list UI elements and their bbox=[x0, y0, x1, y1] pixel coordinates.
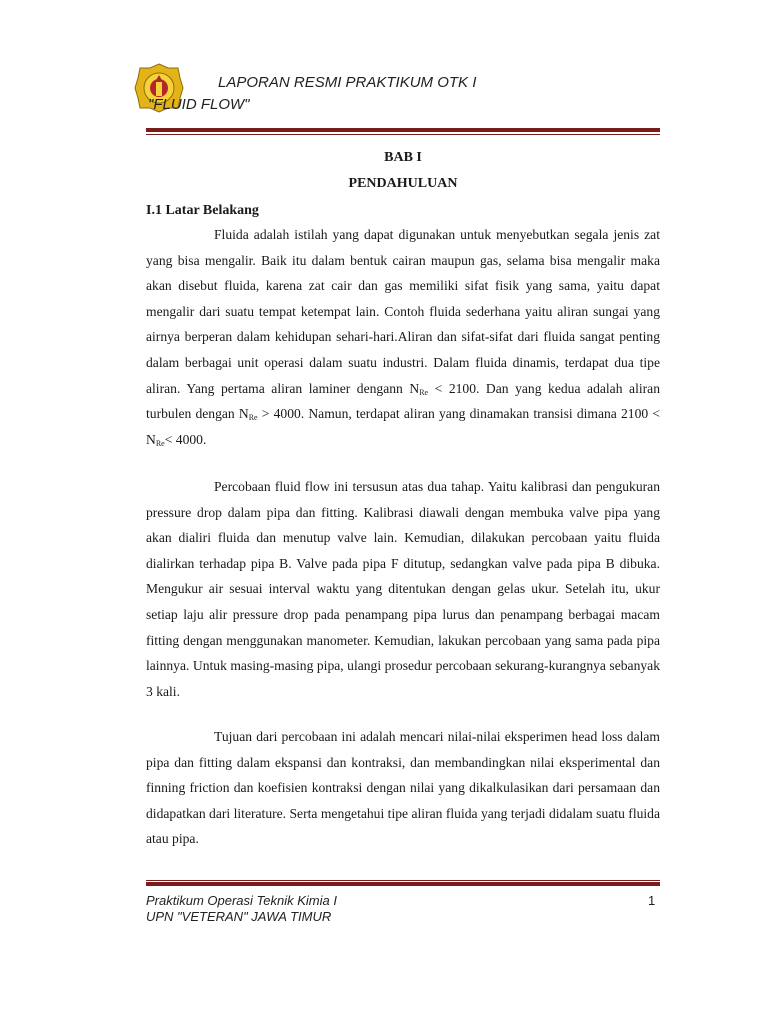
header-rule-thin bbox=[146, 134, 660, 135]
header-rule-thick bbox=[146, 128, 660, 132]
chapter-number: BAB I bbox=[384, 150, 422, 165]
report-subtitle: "FLUID FLOW" bbox=[148, 96, 250, 113]
footer-rule-thin bbox=[146, 880, 660, 881]
footer-rule-thick bbox=[146, 882, 660, 886]
paragraph-procedure: Percobaan fluid flow ini tersusun atas dua tahap. Yaitu kalibrasi dan pengukuran pressure drop dalam pipa dan fitting. Kalibrasi diawali dengan membuka valve pipa yang akan dialiri fluida dan menutup valve lain. Kemudian, dilakukan percobaan yaitu fluida dialirkan terhadap pipa B. Valve pada pipa F ditutup, sedangkan valve pada pipa B dibuka. Mengukur air sesuai interval waktu yang ditentukan dengan gelas ukur. Setelah itu, ukur setiap laju alir pressure drop pada penampang pipa lurus dan penampang berbagai macam fitting dengan menggunakan manometer. Kemudian, lakukan percobaan yang sama pada pipa lainnya. Untuk masing-masing pipa, ulangi prosedur percobaan sekurang-kurangnya sebanyak 3 kali. bbox=[146, 479, 660, 699]
chapter-title: PENDAHULUAN bbox=[348, 176, 458, 191]
paragraph-objective: Tujuan dari percobaan ini adalah mencari nilai-nilai eksperimen head loss dalam pipa dan fitting dalam ekspansi dan kontraksi, dan membandingkan nilai eksperimental dan finning friction dan koefisien kontraksi dengan nilai yang dikalkulasikan dari persamaan dan didapatkan dari literature. Serta mengetahui tipe aliran fluida yang terjadi didalam suatu fluida atau pipa. bbox=[146, 729, 660, 847]
paragraph-intro: Fluida adalah istilah yang dapat digunakan untuk menyebutkan segala jenis zat yang bisa mengalir. Baik itu dalam bentuk cairan maupun gas, selama bisa mengalir maka akan disebut fluida, karena zat cair dan gas memiliki sifat fisik yang sama, yaitu dapat mengalir dari suatu tempat ketempat lain. Contoh fluida sederhana yaitu aliran sungai yang airnya berperan dalam kehidupan sehari-hari.Aliran dan sifat-sifat dari fluida sangat penting dalam berbagai unit operasi dalam suatu industri. Dalam fluida dinamis, terdapat dua tipe aliran. Yang pertama aliran laminer dengann $N_{Re} < 2100$. Dan yang kedua adalah aliran turbulen dengan $N_{Re} > 4000$. Namun, terdapat aliran yang dinamakan transisi dimana $2100 < N_{Re}< 4000$. bbox=[146, 227, 661, 448]
report-title: LAPORAN RESMI PRAKTIKUM OTK I bbox=[218, 74, 477, 91]
page-number: 1 bbox=[648, 893, 656, 908]
reynolds-subscript: Re bbox=[419, 387, 429, 397]
section-title: I.1 Latar Belakang bbox=[146, 203, 259, 218]
footer-course: Praktikum Operasi Teknik Kimia I bbox=[146, 893, 337, 908]
footer-university: UPN "VETERAN" JAWA TIMUR bbox=[146, 909, 332, 924]
reynolds-subscript: Re bbox=[248, 413, 258, 423]
reynolds-subscript: Re bbox=[155, 438, 165, 448]
